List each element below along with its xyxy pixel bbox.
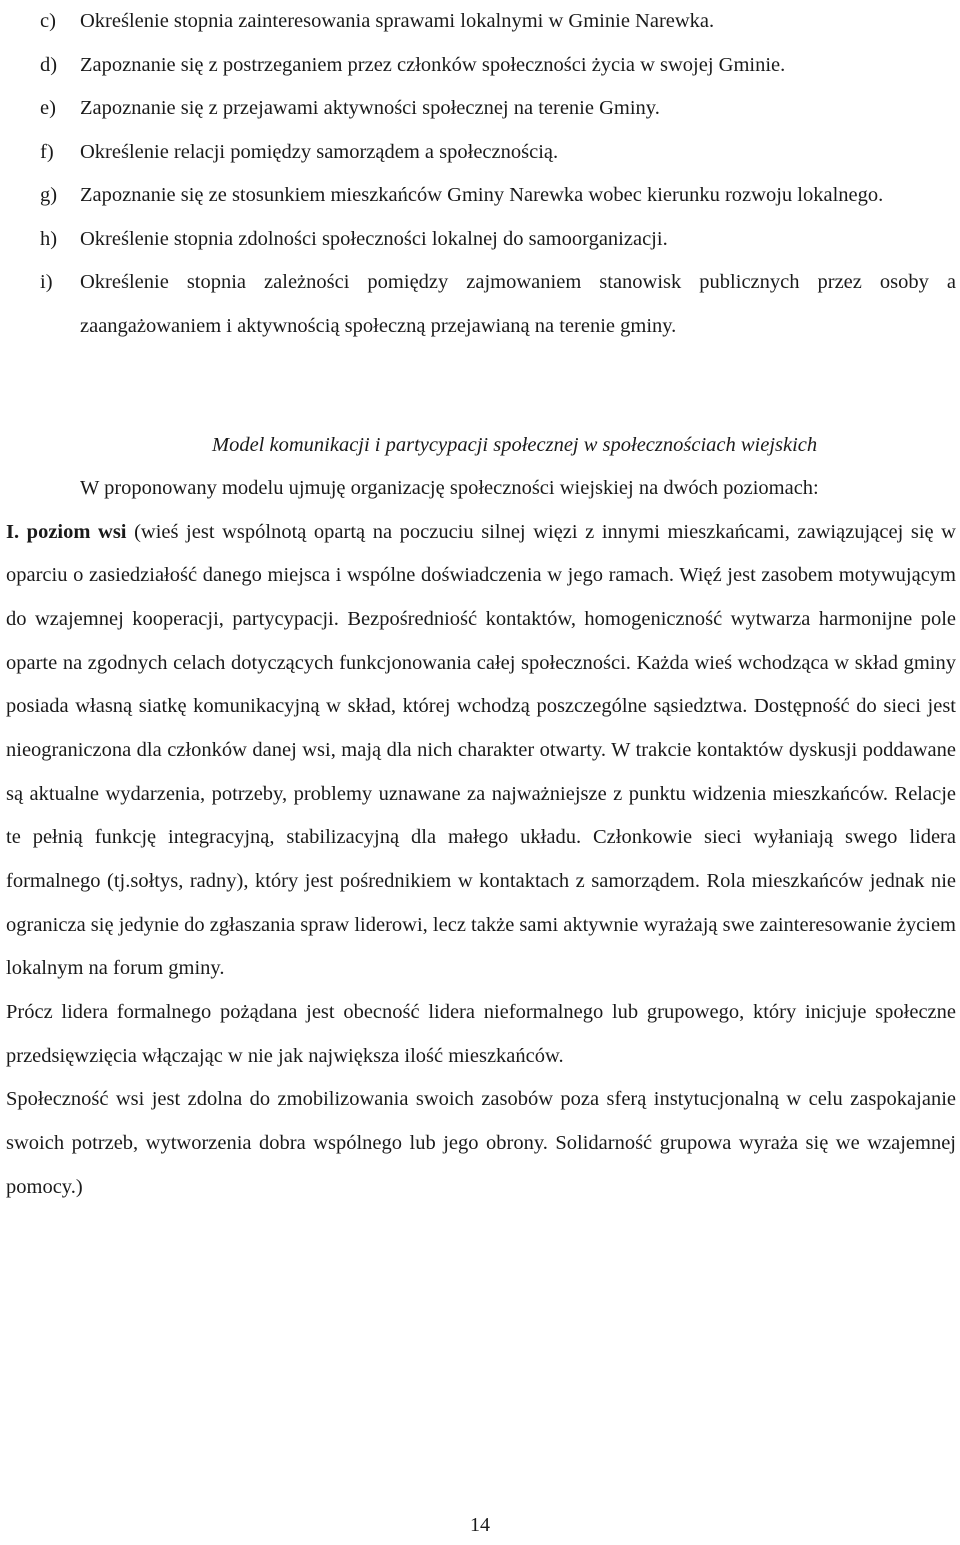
list-item (6, 0, 956, 44)
list-item-text: Określenie stopnia zdolności społeczności lokalnej do samoorganizacji. (80, 227, 668, 250)
section-caption: Model komunikacji i partycypacji społecznej w społecznościach wiejskich (212, 434, 818, 456)
list-item (6, 261, 956, 348)
objectives-list (6, 0, 956, 348)
list-marker: d) (40, 53, 58, 76)
list-item-text: Określenie relacji pomiędzy samorządem a społecznością. (80, 140, 559, 163)
list-item-text: Zapoznanie się z postrzeganiem przez członków społeczności życia w swojej Gminie. (80, 53, 786, 76)
list-item (6, 174, 956, 218)
list-item (6, 87, 956, 131)
list-marker: c) (40, 10, 56, 32)
list-item-text: Zapoznanie się ze stosunkiem mieszkańców Gminy Narewka wobec kierunku rozwoju lokalnego. (80, 184, 884, 206)
page-number: 14 (470, 1514, 490, 1536)
body-text (6, 467, 956, 1209)
list-item (6, 218, 956, 262)
level-paragraph (6, 511, 956, 991)
list-item (6, 44, 956, 88)
list-item-text: Określenie stopnia zależności pomiędzy zajmowaniem stanowisk publicznych przez osoby a zaangażowaniem i aktywnością społeczną przejawianą na terenie gminy. (80, 271, 956, 337)
list-marker: g) (40, 184, 58, 206)
list-marker: f) (40, 140, 54, 163)
intro-paragraph: W proponowany modelu ujmuję organizację społeczności wiejskiej na dwóch poziomach: (80, 477, 819, 499)
list-marker: e) (40, 97, 56, 119)
paragraph-leader: Prócz lidera formalnego pożądana jest obecność lidera nieformalnego lub grupowego, który inicjuje społeczne przedsięwzięcia włączając w nie jak największa ilość mieszkańców. (6, 1000, 956, 1067)
paragraph-solidarity: Społeczność wsi jest zdolna do zmobilizowania swoich zasobów poza sferą instytucjonalną w celu zaspokajanie swoich potrzeb, wytworzenia dobra wspólnego lub jego obrony. Solidarność grupowa wyraża się we wzajemnej pomocy.) (6, 1088, 956, 1198)
list-item-text: Określenie stopnia zainteresowania sprawami lokalnymi w Gminie Narewka. (80, 10, 715, 32)
level-text: (wieś jest wspólnotą opartą na poczuciu silnej więzi z innymi mieszkańcami, zawiązującej się w oparciu o zasiedziałość danego miejsca i wspólne doświadczenia w jego ramach. Więź jest zasobem motywującym do wzajemnej kooperacji, partycypacji. Bezpośredniość kontaktów, homogeniczność wytwarza harmonijne pole oparte na zgodnych celach dotyczących funkcjonowania całej społeczności. Każda wieś wchodząca w skład gminy posiada własną siatkę komunikacyjną w skład, której wchodzą poszczególne sąsiedztwa. Dostępność do sieci jest nieograniczona dla członków danej wsi, mają dla nich charakter otwarty. W trakcie kontaktów dyskusji poddawane są aktualne wydarzenia, potrzeby, problemy uznawane za najważniejsze z punktu widzenia mieszkańców. Relacje te pełnią funkcję integracyjną, stabilizacyjną dla małego układu. Członkowie sieci wyłaniają swego lidera formalnego (tj.sołtys, radny), który jest pośrednikiem w kontaktach z samorządem. Rola mieszkańców jednak nie ogranicza się jedynie do zgłaszania spraw liderowi, lecz także sami aktywnie wyrażają swe zainteresowanie życiem lokalnym na forum gminy. (6, 520, 956, 980)
level-heading: I. poziom wsi (6, 520, 127, 543)
list-item (6, 131, 956, 175)
list-item-text: Zapoznanie się z przejawami aktywności społecznej na terenie Gminy. (80, 97, 660, 119)
list-marker: i) (40, 271, 53, 293)
list-marker: h) (40, 227, 58, 250)
